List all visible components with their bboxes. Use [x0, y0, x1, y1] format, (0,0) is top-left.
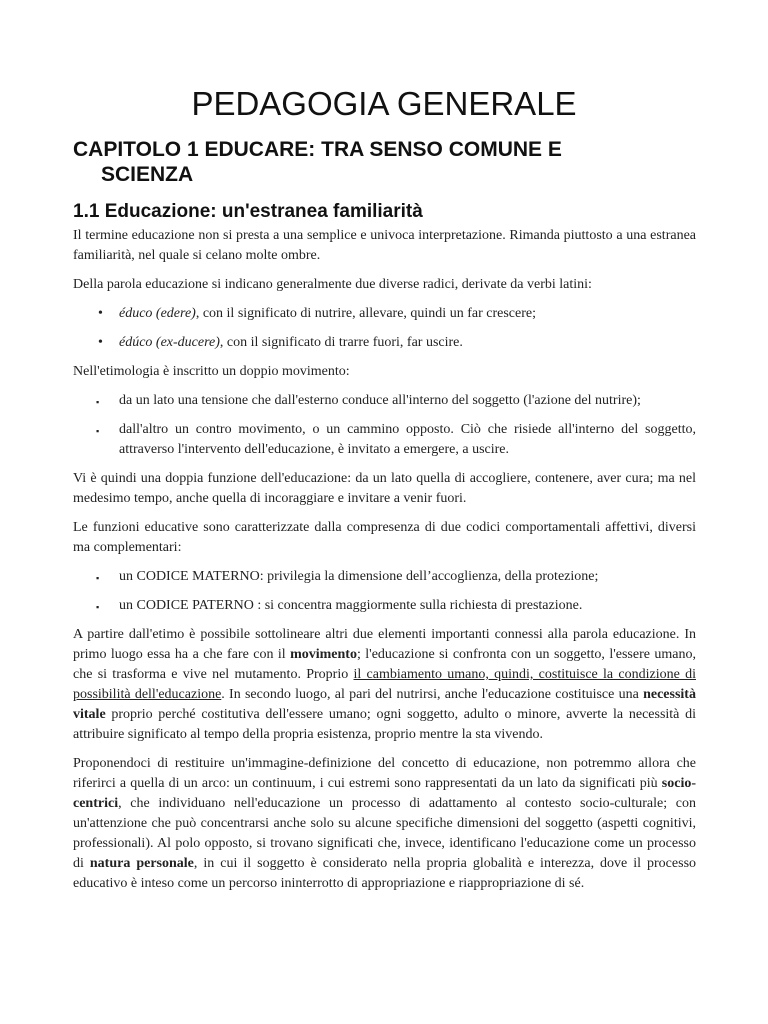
text-run: A partire dall'etimo è possibile sottolineare altri due elementi importanti connessi alla parola educazione. In primo luogo essa ha a che fare con il [73, 627, 696, 662]
list-item [73, 596, 696, 616]
paragraph-etymology: Nell'etimologia è inscritto un doppio movimento: [73, 364, 350, 379]
text-run: ; l'educazione si confronta con un soggetto, l'essere umano, che si trasforma e vive nel mutamento. Proprio [73, 647, 696, 682]
bullet-square-icon: ▪ [96, 397, 100, 407]
paragraph-double-function: Vi è quindi una doppia funzione dell'educazione: da un lato quella di accogliere, contenere, aver cura; ma nel medesimo tempo, anche quella di incoraggiare e invitare a venir fuori. [73, 471, 696, 506]
bullet-dot-icon: • [98, 335, 103, 350]
chapter-heading-line-2: SCIENZA [101, 163, 194, 186]
list-item [73, 333, 696, 353]
chapter-heading-line-1: CAPITOLO 1 EDUCARE: TRA SENSO COMUNE E [73, 138, 562, 161]
paragraph-roots: Della parola educazione si indicano generalmente due diverse radici, derivate da verbi latini: [73, 277, 592, 292]
paragraph-codes: Le funzioni educative sono caratterizzate dalla compresenza di due codici comportamentali affettivi, diversi ma complementari: [73, 520, 696, 555]
list-item [73, 391, 696, 411]
latin-term: édúco (ex-ducere) [119, 335, 220, 350]
bullet-square-icon: ▪ [96, 573, 100, 583]
section-heading: 1.1 Educazione: un'estranea familiarità [73, 201, 423, 222]
list-item-text: dall'altro un contro movimento, o un cammino opposto. Ciò che risiede all'interno del soggetto, attraverso l'intervento dell'educazione, è invitato a emergere, a uscire. [119, 422, 696, 457]
bullet-square-icon: ▪ [96, 426, 100, 436]
paragraph-arc [73, 754, 696, 894]
list-item [73, 420, 696, 460]
list-item-text: da un lato una tensione che dall'esterno conduce all'interno del soggetto (l'azione del nutrire); [119, 393, 641, 408]
latin-term: éduco (edere) [119, 306, 196, 321]
text-run: , che individuano nell'educazione un processo di adattamento al contesto socio-culturale; con un'attenzione che può concentrarsi anche solo su alcune specifiche dimensioni del soggetto (aspetti cognitivi, professionali). Al polo opposto, si trovano significati che, invece, identificano l'educazione come un processo di [73, 796, 696, 871]
bold-term: socio-centrici [73, 776, 696, 811]
paragraph-intro: Il termine educazione non si presta a una semplice e univoca interpretazione. Rimanda piuttosto a una estranea familiarità, nel quale si celano molte ombre. [73, 228, 696, 263]
list-item [73, 304, 696, 324]
bullet-dot-icon: • [98, 306, 103, 321]
chapter-heading [73, 137, 713, 187]
list-item-text: un CODICE MATERNO: privilegia la dimensione dell’accoglienza, della protezione; [119, 569, 599, 584]
codes-list [73, 567, 696, 616]
text-run: , in cui il soggetto è considerato nella propria globalità e interezza, dove il processo educativo è inteso come un percorso ininterrotto di appropriazione e riappropriazione di sé. [73, 856, 697, 891]
movements-list [73, 391, 696, 460]
bold-term: natura personale [89, 856, 194, 871]
list-item [73, 567, 696, 587]
underlined-text: il cambiamento umano, quindi, costituisce la condizione di possibilità dell'educazione [73, 667, 696, 702]
text-run: proprio perché costitutiva dell'essere umano; ogni soggetto, adulto o minore, avverte la necessità di attribuire significato al tempo della propria esistenza, proprio mentre la sta vivendo. [73, 707, 696, 742]
text-run: . In secondo luogo, al pari del nutrirsi, anche l'educazione costituisce una [221, 687, 644, 702]
document-body [73, 226, 696, 894]
bold-term: movimento [290, 647, 357, 662]
list-item-text: , con il significato di trarre fuori, far uscire. [219, 335, 463, 350]
roots-list [73, 304, 696, 353]
bullet-square-icon: ▪ [96, 602, 100, 612]
text-run: Proponendoci di restituire un'immagine-definizione del concetto di educazione, non potremmo allora che riferirci a quella di un arco: un continuum, i cui estremi sono rappresentati da un lato da significati più [73, 756, 696, 791]
paragraph-movement [73, 625, 696, 745]
bold-term: necessità vitale [73, 687, 696, 722]
list-item-text: un CODICE PATERNO : si concentra maggiormente sulla richiesta di prestazione. [119, 598, 583, 613]
list-item-text: , con il significato di nutrire, allevare, quindi un far crescere; [195, 306, 536, 321]
document-title: PEDAGOGIA GENERALE [191, 85, 577, 122]
